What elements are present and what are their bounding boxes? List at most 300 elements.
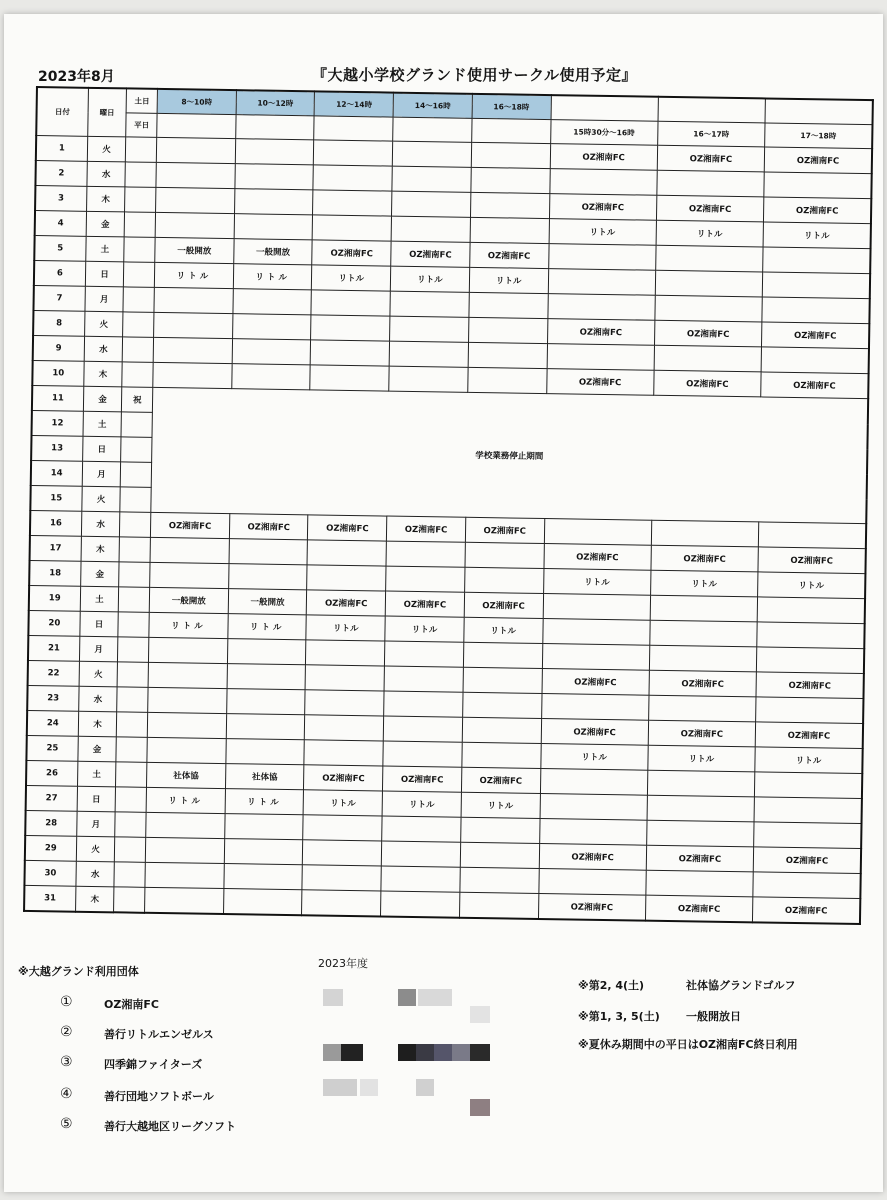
day-number: 27 — [26, 785, 77, 811]
header-blank — [314, 116, 393, 141]
slot-weekday: リトル — [648, 745, 756, 772]
slot-weekend — [302, 865, 381, 891]
slot-weekday — [649, 645, 757, 672]
note-value: 一般開放日 — [686, 1010, 741, 1023]
day-number: 30 — [24, 860, 75, 886]
slot-weekend — [304, 740, 383, 766]
slot-weekend — [148, 687, 227, 713]
slot-weekend — [306, 640, 385, 666]
holiday-mark — [119, 537, 150, 562]
slot-weekday: リトル — [540, 744, 648, 771]
day-number: 6 — [34, 260, 85, 286]
slot-weekday — [761, 347, 869, 374]
slot-weekday — [657, 170, 765, 197]
slot-weekend — [463, 642, 542, 668]
slot-weekend — [460, 842, 539, 868]
slot-weekday: OZ湘南FC — [543, 544, 651, 571]
header-blank — [157, 113, 236, 138]
slot-weekend — [311, 315, 390, 341]
slot-weekend — [148, 662, 227, 688]
day-number: 3 — [35, 186, 86, 212]
slot-weekend — [313, 215, 392, 241]
slot-weekend — [150, 537, 229, 563]
slot-weekend — [310, 365, 389, 391]
slot-weekend — [227, 664, 306, 690]
slot-weekend — [154, 312, 233, 338]
day-weekday: 金 — [86, 211, 125, 237]
day-weekday: 水 — [81, 511, 120, 537]
holiday-mark — [123, 312, 154, 337]
slot-weekend — [462, 742, 541, 768]
slot-weekend — [305, 715, 384, 741]
slot-weekday — [655, 245, 763, 272]
note-label: ※夏休み期間中の平日はOZ湘南FC終日利用 — [578, 1038, 798, 1051]
holiday-mark — [125, 187, 156, 212]
slot-weekend — [234, 214, 313, 240]
day-number: 20 — [28, 610, 79, 636]
slot-weekend — [313, 165, 392, 191]
group-name: 善行リトルエンゼルス — [104, 1028, 214, 1041]
slot-weekend — [469, 292, 548, 318]
day-number: 2 — [35, 161, 86, 187]
holiday-mark — [118, 637, 149, 662]
closure-period: 学校業務停止期間 — [151, 387, 868, 523]
slot-weekend — [386, 541, 465, 567]
header-blank — [393, 117, 472, 142]
holiday-mark — [126, 137, 157, 162]
header-slot-weekend: 12～14時 — [315, 91, 394, 117]
group-name: 善行大越地区リーグソフト — [104, 1120, 236, 1133]
slot-weekday — [650, 595, 758, 622]
holiday-mark — [124, 262, 155, 287]
slot-weekday: OZ湘南FC — [654, 370, 762, 397]
day-weekday: 火 — [76, 836, 115, 862]
slot-weekday — [543, 594, 651, 621]
holiday-mark — [123, 337, 154, 362]
day-number: 28 — [25, 810, 76, 836]
slot-weekday — [651, 520, 759, 547]
slot-weekend — [150, 562, 229, 588]
holiday-mark — [124, 237, 155, 262]
day-number: 18 — [29, 560, 80, 586]
slot-weekend: リトル — [461, 792, 540, 818]
day-number: 9 — [33, 335, 84, 361]
slot-weekday — [548, 269, 656, 296]
slot-weekend: リトル — [464, 617, 543, 643]
slot-weekday — [762, 297, 870, 324]
slot-weekday: OZ湘南FC — [649, 670, 757, 697]
day-weekday: 日 — [85, 261, 124, 287]
slot-weekend — [386, 566, 465, 592]
slot-weekend — [470, 217, 549, 243]
header-slot-weekend: 14～16時 — [393, 93, 472, 119]
slot-weekday: OZ湘南FC — [755, 722, 863, 749]
slot-weekend — [311, 290, 390, 316]
day-weekday: 土 — [83, 411, 122, 437]
slot-weekend: OZ湘南FC — [465, 517, 544, 543]
day-number: 1 — [36, 136, 87, 162]
slot-weekday — [757, 597, 865, 624]
group-name: OZ湘南FC — [104, 998, 159, 1011]
slot-weekend: リトル — [385, 616, 464, 642]
day-weekday: 金 — [77, 736, 116, 762]
slot-weekend: リトル — [154, 262, 233, 288]
header-sat-sun: 土日 — [127, 88, 158, 113]
group-number: ③ — [60, 1054, 73, 1070]
group-number: ① — [60, 994, 73, 1010]
day-number: 25 — [26, 735, 77, 761]
holiday-mark — [115, 837, 146, 862]
day-number: 12 — [32, 410, 83, 436]
note-label: ※第1, 3, 5(土) — [578, 1010, 660, 1023]
slot-weekend — [389, 366, 468, 392]
slot-weekend — [146, 812, 225, 838]
holiday-mark — [116, 762, 147, 787]
slot-weekday — [547, 344, 655, 371]
day-weekday: 月 — [79, 636, 118, 662]
slot-weekday: OZ湘南FC — [756, 672, 864, 699]
day-weekday: 月 — [85, 286, 124, 312]
day-weekday: 木 — [81, 536, 120, 562]
slot-weekday — [548, 244, 656, 271]
slot-weekend: OZ湘南FC — [308, 515, 387, 541]
slot-weekend: リトル — [312, 265, 391, 291]
slot-weekday: OZ湘南FC — [541, 719, 649, 746]
slot-weekend: OZ湘南FC — [229, 514, 308, 540]
holiday-mark — [116, 787, 147, 812]
day-weekday: 水 — [84, 336, 123, 362]
slot-weekday: OZ湘南FC — [648, 720, 756, 747]
slot-weekend: OZ湘南FC — [387, 516, 466, 542]
slot-weekend — [314, 140, 393, 166]
header-date: 日付 — [36, 87, 88, 136]
slot-weekend — [224, 839, 303, 865]
slot-weekend: OZ湘南FC — [464, 592, 543, 618]
slot-weekend — [233, 289, 312, 315]
day-weekday: 金 — [83, 386, 122, 412]
day-number: 26 — [26, 760, 77, 786]
header-slot-weekend: 16～18時 — [472, 94, 551, 120]
group-number: ⑤ — [60, 1116, 73, 1132]
slot-weekend: リトル — [390, 266, 469, 292]
slot-weekend — [234, 189, 313, 215]
slot-weekend — [224, 814, 303, 840]
holiday-mark — [115, 812, 146, 837]
slot-weekday: リトル — [650, 570, 758, 597]
groups-title: ※大越グランド利用団体 — [18, 965, 139, 978]
header-blank — [235, 115, 314, 140]
header-blank — [765, 98, 873, 124]
header-blank — [658, 97, 766, 123]
day-weekday: 金 — [80, 561, 119, 587]
day-number: 11 — [32, 385, 83, 411]
holiday-mark — [121, 412, 152, 437]
holiday-mark — [114, 887, 145, 913]
slot-weekend — [465, 542, 544, 568]
day-weekday: 土 — [85, 236, 124, 262]
slot-weekend — [468, 342, 547, 368]
slot-weekend — [156, 162, 235, 188]
slot-weekend — [226, 739, 305, 765]
holiday-mark — [123, 287, 154, 312]
slot-weekend — [147, 712, 226, 738]
slot-weekend: リトル — [306, 615, 385, 641]
day-weekday: 日 — [77, 786, 116, 812]
holiday-mark — [118, 612, 149, 637]
slot-weekday: リトル — [656, 220, 764, 247]
slot-weekday — [648, 695, 756, 722]
group-number: ④ — [60, 1086, 73, 1102]
day-weekday: 木 — [78, 711, 117, 737]
slot-weekday — [549, 169, 657, 196]
day-number: 23 — [27, 685, 78, 711]
holiday-mark — [125, 212, 156, 237]
slot-weekday: OZ湘南FC — [547, 319, 655, 346]
day-number: 17 — [30, 535, 81, 561]
slot-weekday — [756, 697, 864, 724]
slot-weekday: OZ湘南FC — [761, 372, 869, 399]
slot-weekday: OZ湘南FC — [645, 895, 753, 922]
slot-weekend: OZ湘南FC — [391, 241, 470, 267]
schedule-table — [23, 86, 874, 925]
slot-weekend — [154, 287, 233, 313]
slot-weekday — [754, 822, 862, 849]
slot-weekend — [461, 817, 540, 843]
slot-weekend — [145, 862, 224, 888]
day-weekday: 土 — [77, 761, 116, 787]
header-blank — [471, 118, 550, 143]
day-number: 16 — [30, 510, 81, 536]
slot-weekday — [762, 272, 870, 299]
holiday-mark — [120, 487, 151, 512]
slot-weekend — [227, 639, 306, 665]
slot-weekend — [384, 666, 463, 692]
slot-weekend — [156, 137, 235, 163]
slot-weekday: OZ湘南FC — [657, 145, 765, 172]
slot-weekday: OZ湘南FC — [764, 197, 872, 224]
slot-weekday — [646, 870, 754, 897]
day-number: 24 — [27, 710, 78, 736]
slot-weekend — [391, 216, 470, 242]
group-name: 四季錦ファイターズ — [104, 1058, 203, 1071]
group-number: ② — [60, 1024, 73, 1040]
slot-weekday: OZ湘南FC — [546, 369, 654, 396]
day-number: 19 — [29, 585, 80, 611]
day-number: 5 — [34, 235, 85, 261]
slot-weekend — [235, 139, 314, 165]
slot-weekend — [383, 741, 462, 767]
slot-weekend — [471, 142, 550, 168]
day-number: 14 — [31, 460, 82, 486]
slot-weekend — [232, 314, 311, 340]
holiday-mark — [120, 512, 151, 537]
slot-weekend — [382, 816, 461, 842]
slot-weekday — [756, 647, 864, 674]
slot-weekend — [385, 641, 464, 667]
slot-weekend — [460, 867, 539, 893]
slot-weekend — [381, 891, 460, 918]
header-slot-weekend: 8～10時 — [157, 89, 236, 115]
day-weekday: 木 — [75, 886, 114, 912]
day-number: 31 — [24, 885, 75, 911]
slot-weekend — [392, 166, 471, 192]
slot-weekend: リトル — [225, 789, 304, 815]
slot-weekend: リトル — [469, 267, 548, 293]
slot-weekday — [650, 620, 758, 647]
slot-weekend — [223, 889, 302, 916]
slot-weekday: OZ湘南FC — [542, 669, 650, 696]
header-slot-weekend: 10～12時 — [236, 90, 315, 116]
slot-weekend — [303, 815, 382, 841]
day-weekday: 水 — [78, 686, 117, 712]
slot-weekend: リトル — [304, 790, 383, 816]
day-number: 8 — [33, 310, 84, 336]
slot-weekend — [147, 737, 226, 763]
slot-weekend — [384, 691, 463, 717]
schedule-table-wrap — [23, 86, 874, 925]
slot-weekday — [540, 794, 648, 821]
slot-weekday — [757, 622, 865, 649]
slot-weekday: OZ湘南FC — [549, 194, 657, 221]
slot-weekday: OZ湘南FC — [646, 845, 754, 872]
slot-weekend — [235, 164, 314, 190]
slot-weekday: OZ湘南FC — [550, 144, 658, 171]
slot-weekend — [468, 367, 547, 393]
holiday-mark — [117, 687, 148, 712]
slot-weekday: リトル — [758, 572, 866, 599]
slot-weekday: リトル — [755, 747, 863, 774]
slot-weekend — [156, 187, 235, 213]
slot-weekday — [647, 770, 755, 797]
slot-weekday — [647, 795, 755, 822]
slot-weekend — [149, 637, 228, 663]
slot-weekday: OZ湘南FC — [656, 195, 764, 222]
holiday-mark — [117, 662, 148, 687]
slot-weekend — [153, 362, 232, 388]
slot-weekend — [470, 192, 549, 218]
holiday-mark — [119, 562, 150, 587]
slot-weekend — [390, 316, 469, 342]
slot-weekend: OZ湘南FC — [461, 767, 540, 793]
header-slot-weekday: 16～17時 — [657, 121, 765, 147]
slot-weekday — [654, 345, 762, 372]
slot-weekend — [313, 190, 392, 216]
year-label: 2023年度 — [318, 957, 368, 970]
slot-weekday — [655, 295, 763, 322]
slot-weekend — [232, 364, 311, 390]
slot-weekend — [145, 837, 224, 863]
slot-weekend: リトル — [228, 614, 307, 640]
slot-weekend — [307, 565, 386, 591]
slot-weekday — [541, 694, 649, 721]
slot-weekend — [306, 665, 385, 691]
slot-weekend — [381, 866, 460, 892]
header-slot-weekday: 17～18時 — [765, 123, 873, 149]
slot-weekend: 一般開放 — [155, 237, 234, 263]
day-number: 4 — [35, 211, 86, 237]
slot-weekday: OZ湘南FC — [764, 147, 872, 174]
slot-weekend: リトル — [233, 264, 312, 290]
day-weekday: 水 — [76, 861, 115, 887]
slot-weekday: OZ湘南FC — [654, 320, 762, 347]
slot-weekday: リトル — [763, 222, 871, 249]
day-number: 7 — [33, 285, 84, 311]
slot-weekday — [754, 797, 862, 824]
month-label: 2023年8月 — [38, 69, 115, 85]
slot-weekend: OZ湘南FC — [383, 766, 462, 792]
slot-weekend: 一般開放 — [228, 589, 307, 615]
slot-weekday — [646, 820, 754, 847]
group-name: 善行団地ソフトボール — [104, 1090, 214, 1103]
day-weekday: 日 — [82, 436, 121, 462]
slot-weekend: リトル — [146, 787, 225, 813]
day-number: 10 — [32, 360, 83, 386]
slot-weekend — [462, 692, 541, 718]
holiday-mark — [121, 437, 152, 462]
slot-weekend — [226, 689, 305, 715]
day-weekday: 月 — [82, 461, 121, 487]
slot-weekday — [547, 294, 655, 321]
slot-weekday: リトル — [543, 569, 651, 596]
slot-weekend — [462, 717, 541, 743]
day-number: 29 — [25, 835, 76, 861]
slot-weekend — [155, 212, 234, 238]
slot-weekend — [463, 667, 542, 693]
holiday-mark — [114, 862, 145, 887]
document-title: 『大越小学校グランド使用サークル使用予定』 — [312, 66, 638, 84]
slot-weekday — [542, 619, 650, 646]
slot-weekend: 一般開放 — [149, 587, 228, 613]
slot-weekend — [383, 716, 462, 742]
slot-weekend — [229, 539, 308, 565]
day-number: 22 — [28, 660, 79, 686]
slot-weekend — [226, 714, 305, 740]
slot-weekend: OZ湘南FC — [470, 242, 549, 268]
slot-weekend — [232, 339, 311, 365]
slot-weekday — [763, 247, 871, 274]
slot-weekend: OZ湘南FC — [307, 590, 386, 616]
slot-weekend: 社体協 — [225, 764, 304, 790]
note-label: ※第2, 4(土) — [578, 979, 645, 992]
day-weekday: 土 — [80, 586, 119, 612]
slot-weekend: OZ湘南FC — [312, 240, 391, 266]
slot-weekend — [303, 840, 382, 866]
slot-weekend — [392, 191, 471, 217]
day-weekday: 日 — [79, 611, 118, 637]
holiday-mark — [122, 362, 153, 387]
slot-weekend — [302, 890, 381, 917]
slot-weekend — [228, 564, 307, 590]
slot-weekday — [540, 769, 648, 796]
slot-weekday — [764, 172, 872, 199]
slot-weekend — [153, 337, 232, 363]
note-value: 社体協グランドゴルフ — [686, 979, 796, 992]
header-slot-weekday: 15時30分～16時 — [550, 120, 658, 146]
day-weekday: 火 — [81, 486, 120, 512]
holiday-mark — [121, 462, 152, 487]
slot-weekday: OZ湘南FC — [762, 322, 870, 349]
day-number: 13 — [31, 435, 82, 461]
slot-weekend: OZ湘南FC — [385, 591, 464, 617]
day-number: 21 — [28, 635, 79, 661]
day-weekday: 水 — [87, 161, 126, 187]
slot-weekday — [542, 644, 650, 671]
slot-weekday: OZ湘南FC — [753, 847, 861, 874]
slot-weekday: OZ湘南FC — [753, 897, 861, 924]
slot-weekend: OZ湘南FC — [151, 512, 230, 538]
header-blank — [551, 95, 659, 121]
slot-weekday — [753, 872, 861, 899]
